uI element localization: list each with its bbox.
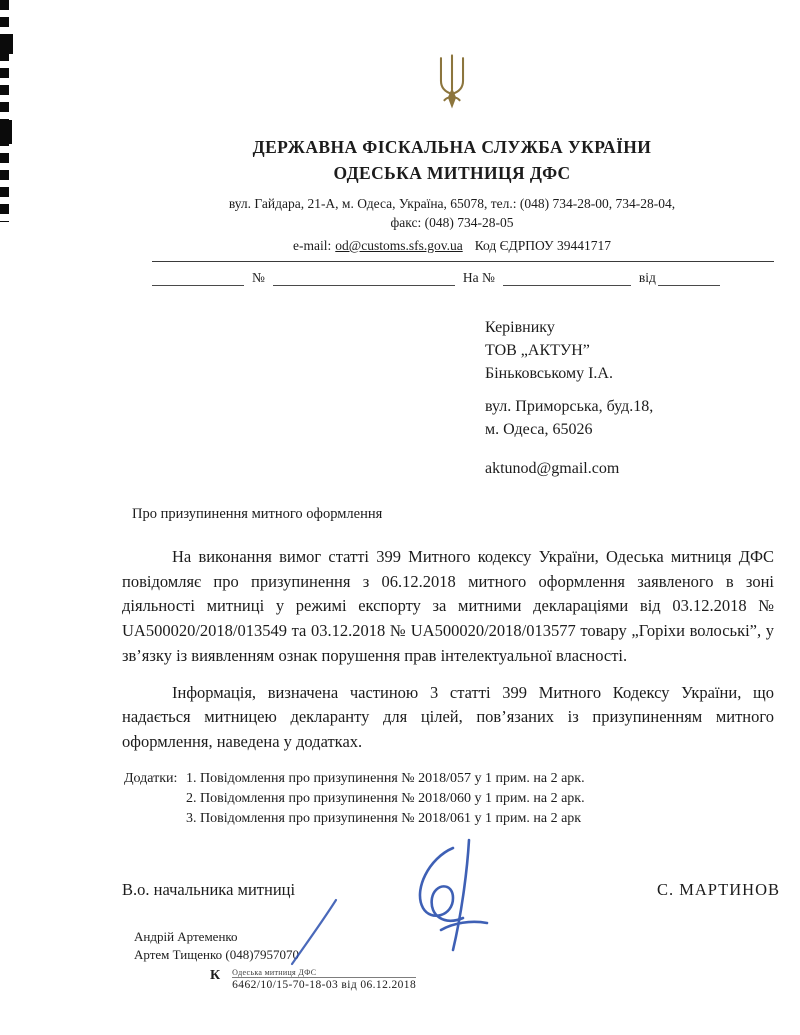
reference-line [152,268,782,286]
ref-on-no-label: На № [462,269,495,285]
attachments-block [124,769,782,830]
recipient-address-line: вул. Приморська, буд.18, [485,398,654,416]
org-contact-row [122,238,782,254]
blank-line [273,270,455,286]
signer-position: В.о. начальника митниці [122,879,296,899]
stamp-reg-number: 6462/10/15-70-18-03 від 06.12.2018 [232,979,417,992]
org-title [122,134,782,187]
attachments-label: Додатки: [124,770,178,786]
recipient-address-line: м. Одеса, 65026 [485,421,593,439]
stamp-org-name: Одеська митниця ДФС [232,968,317,978]
org-name-line1: ДЕРЖАВНА ФІСКАЛЬНА СЛУЖБА УКРАЇНИ [252,137,652,157]
email-label: e-mail: [293,237,332,253]
recipient-line: ТОВ „АКТУН” [485,341,590,359]
subject-line: Про призупинення митного оформлення [132,505,383,522]
recipient-line: Біньковському І.А. [485,365,613,382]
blank-line [503,270,631,286]
recipient-block [485,316,782,480]
org-address-line1: вул. Гайдара, 21-А, м. Одеса, Україна, 65078, тел.: (048) 734-28-00, 734-28-04, [228,195,676,211]
attachment-item: 2. Повідомлення про призупинення № 2018/060 у 1 прим. на 2 арк. [186,791,585,807]
body-paragraph-2: Інформація, визначена частиною 3 статті 399 Митного Кодексу України, що надається митницею декларанту для цілей, пов’язаних із призупиненням митного оформлення, наведена у додатках. [122,682,774,751]
org-edrpou: Код ЄДРПОУ 39441717 [474,237,611,253]
contact-name: Андрій Артеменко [134,928,238,944]
ukraine-trident-emblem [122,0,782,114]
spacer [485,385,782,395]
attachment-item: 1. Повідомлення про призупинення № 2018/057 у 1 прим. на 2 арк. [186,770,585,786]
blank-line [658,270,720,286]
attachment-item: 3. Повідомлення про призупинення № 2018/061 у 1 прим. на 2 арк [186,811,582,827]
registration-stamp [210,968,782,991]
recipient-email: aktunod@gmail.com [485,459,620,477]
scan-artifact [0,34,13,54]
recipient-line: Керівнику [485,318,555,336]
org-address-line2: факс: (048) 734-28-05 [390,215,514,231]
blank-line [152,270,244,286]
org-email: od@customs.sfs.gov.ua [335,237,463,253]
pen-mark [284,896,346,968]
org-name-line2: ОДЕСЬКА МИТНИЦЯ ДФС [333,163,571,184]
spacer [485,442,782,457]
ref-no-label: № [252,269,265,285]
org-address [122,194,782,233]
stamp-text [232,968,416,991]
contact-name: Артем Тищенко (048)7957070 [134,947,300,963]
attachment-row [124,769,782,789]
ref-from-label: від [638,269,656,285]
stamp-letter: К [210,968,221,984]
scan-artifact [0,120,12,144]
signer-name: С. МАРТИНОВ [656,879,780,899]
body-paragraph-1: На виконання вимог статті 399 Митного кодексу України, Одеська митниця ДФС повідомляє про призупинення з 06.12.2018 митного оформлення заявленого в зоні діяльності митниці у режимі експорту за митними деклараціями від 03.12.2018 № UA500020/2018/013549 та 03.12.2018 № UA500020/2018/013577 товару „Горіхи волоські”, у зв’язку із виявленням ознак порушення прав інтелектуальної власності. [122,546,774,665]
header-divider [152,261,774,262]
handwritten-signature [395,836,499,954]
